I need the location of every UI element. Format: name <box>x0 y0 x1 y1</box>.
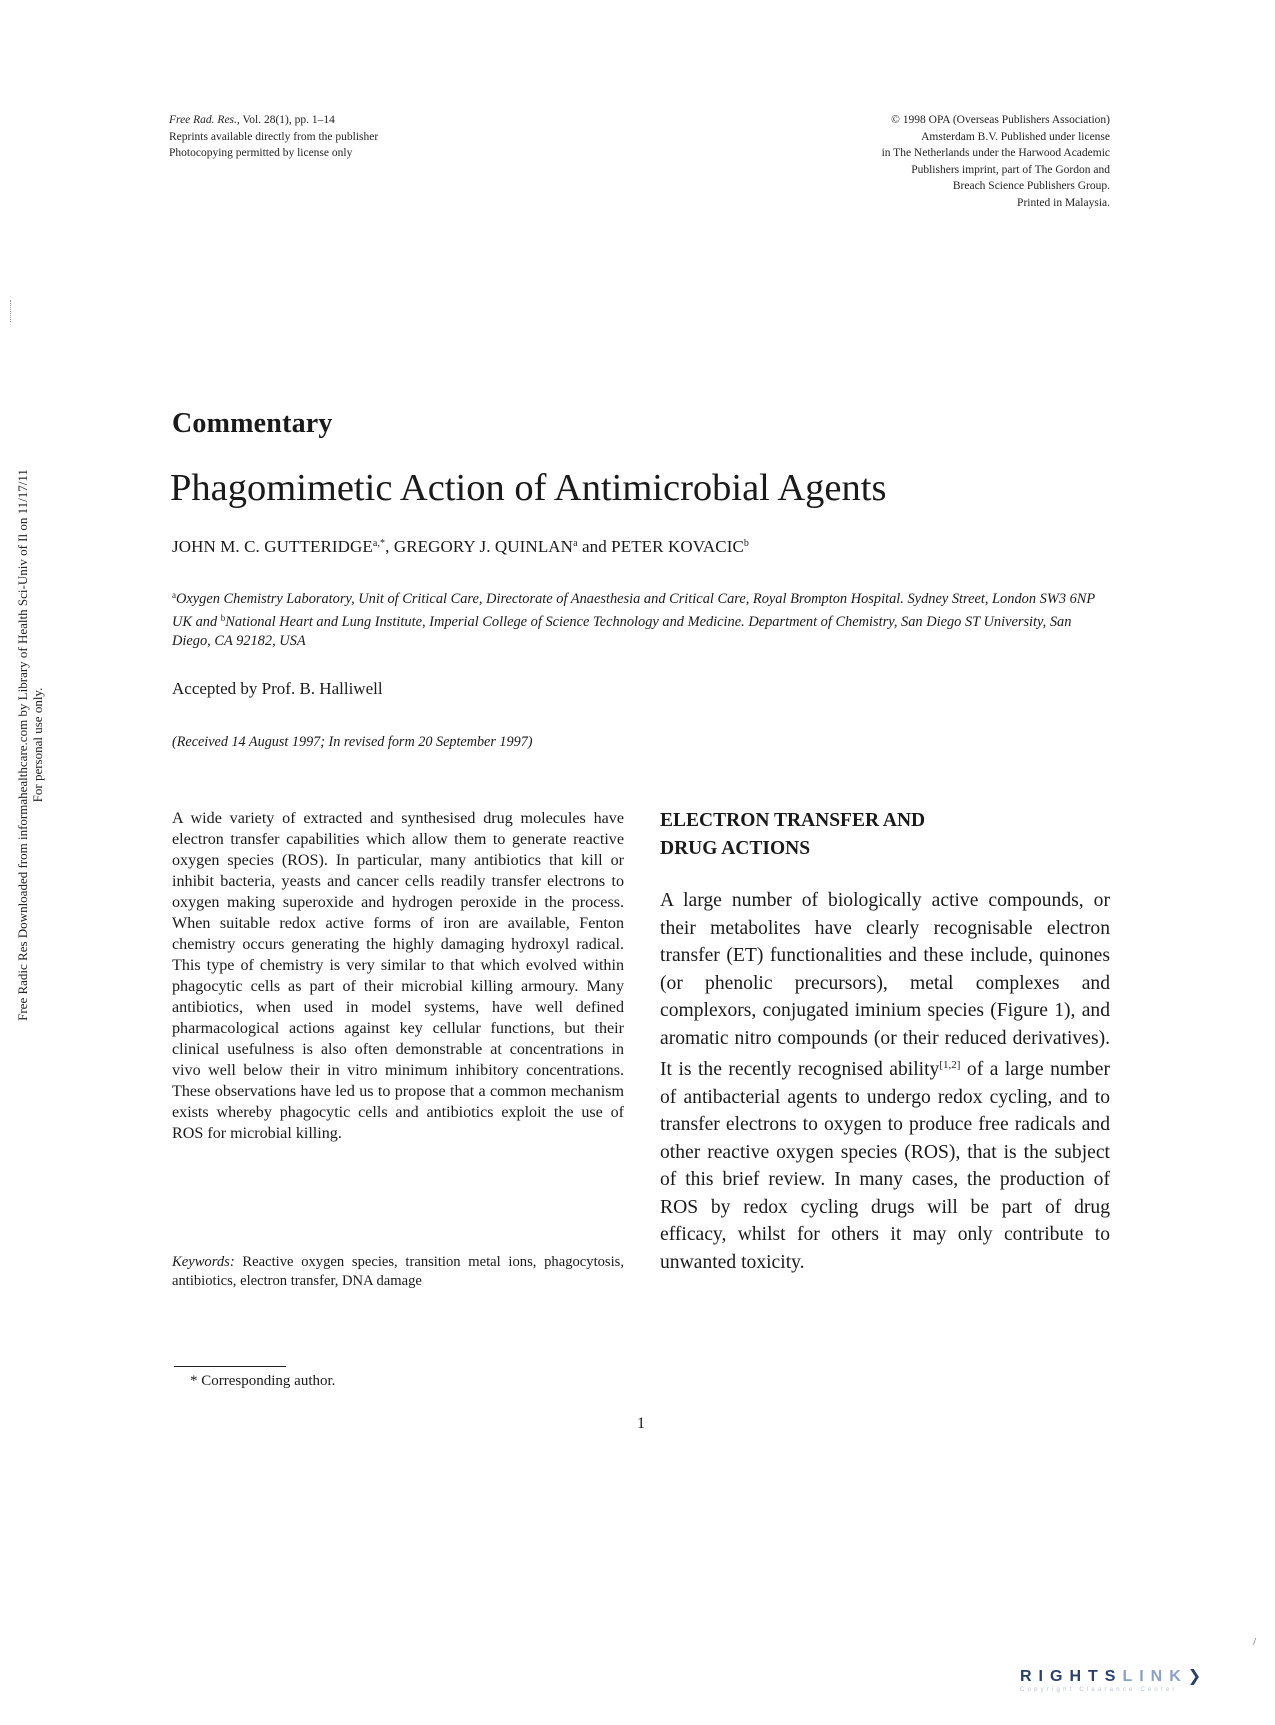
rightslink-logo[interactable] <box>1020 1666 1250 1700</box>
abstract: A wide variety of extracted and synthesised drug molecules have electron transfer capabilities which allow them to generate reactive oxygen species (ROS). In particular, many antibiotics that kill or inhibit bacteria, yeasts and cancer cells readily transfer electrons to oxygen making superoxide and hydrogen peroxide in the process. When suitable redox active forms of iron are available, Fenton chemistry occurs generating the highly damaging hydroxyl radical. This type of chemistry is very similar to that which evolved within phagocytic cells as part of their microbial killing armoury. Many antibiotics, when used in model systems, have well defined pharmacological actions against key cellular functions, but their clinical usefulness is also often demonstrable at concentrations in vivo well below their in vitro minimum inhibitory concentrations. These observations have led us to propose that a common mechanism exists whereby phagocytic cells and antibiotics exploit the use of ROS for microbial killing. <box>172 810 624 1142</box>
journal-citation-header <box>169 112 589 162</box>
received-dates: (Received 14 August 1997; In revised form 20 September 1997) <box>172 734 533 750</box>
rightslink-logo-dark: RIGHTS <box>1020 1668 1123 1685</box>
copyright-line: Printed in Malaysia. <box>1017 196 1110 209</box>
rightslink-logo-light: LINK <box>1122 1668 1188 1685</box>
download-watermark <box>0 285 60 1205</box>
watermark-line: For personal use only. <box>30 687 45 803</box>
footnote-rule <box>174 1366 286 1367</box>
reprints-line: Reprints available directly from the publisher <box>169 130 379 143</box>
accepted-by: Accepted by Prof. B. Halliwell <box>172 679 383 698</box>
chevron-right-icon: ❯ <box>1187 1668 1202 1685</box>
keywords: Keywords: Reactive oxygen species, transition metal ions, phagocytosis, antibiotics, electron transfer, DNA damage <box>172 1254 624 1289</box>
section-label: Commentary <box>172 408 333 439</box>
body-paragraph: A large number of biologically active compounds, or their metabolites have clearly recognisable electron transfer (ET) functionalities and these include, quinones (or phenolic precursors), metal complexes and complexors, conjugated iminium species (Figure 1), and aromatic nitro compounds (or their reduced derivatives). It is the recently recognised ability[1,2] of a large number of antibacterial agents to undergo redox cycling, and to transfer electrons to oxygen to produce free radicals and other reactive oxygen species (ROS), that is the subject of this brief review. In many cases, the production of ROS by redox cycling drugs will be part of drug efficacy, whilst for others it may only contribute to unwanted toxicity. <box>660 890 1110 1273</box>
rightslink-logo-sub: Copyright Clearance Center <box>1020 1687 1178 1693</box>
copyright-header <box>690 112 1110 211</box>
citation-ref: [1,2] <box>939 1059 961 1071</box>
photocopy-line: Photocopying permitted by license only <box>169 147 353 159</box>
author-list: JOHN M. C. $GUTTERIDGE^{a,*}$, GREGORY J. QUINLAN$^a$ and PETER KOVACIC$^b$ <box>172 537 750 556</box>
corner-mark: / <box>1253 1636 1257 1648</box>
watermark-line: Free Radic Res Downloaded from informahealthcare.com by Library of Health Sci-Univ of Il on 11/17/11 <box>15 469 30 1021</box>
copyright-line: Breach Science Publishers Group. <box>952 180 1110 192</box>
copyright-line: Amsterdam B.V. Published under license <box>921 130 1110 143</box>
page-number: 1 <box>637 1415 645 1432</box>
section-heading: ELECTRON TRANSFER AND DRUG ACTIONS <box>660 810 926 859</box>
footnote: * Corresponding author. <box>190 1373 336 1389</box>
copyright-line: Publishers imprint, part of The Gordon and <box>911 163 1110 176</box>
article-title: Phagomimetic Action of Antimicrobial Agents <box>170 467 887 509</box>
journal-volume-line: Free Rad. Res., Vol. 28(1), pp. 1–14 <box>169 114 335 126</box>
copyright-line: © 1998 OPA (Overseas Publishers Association) <box>891 114 1110 126</box>
affiliations: $^a$Oxygen Chemistry Laboratory, Unit of Critical Care, Directorate of Anaesthesia and Critical Care, Royal Brompton Hospital. Sydney Street, London SW3 6NP UK and $^b$National Heart and Lung Institute, Imperial College of Science Technology and Medicine. Department of Chemistry, San Diego ST University, San Diego, CA 92182, USA <box>172 590 1095 649</box>
copyright-line: in The Netherlands under the Harwood Academic <box>881 147 1110 159</box>
